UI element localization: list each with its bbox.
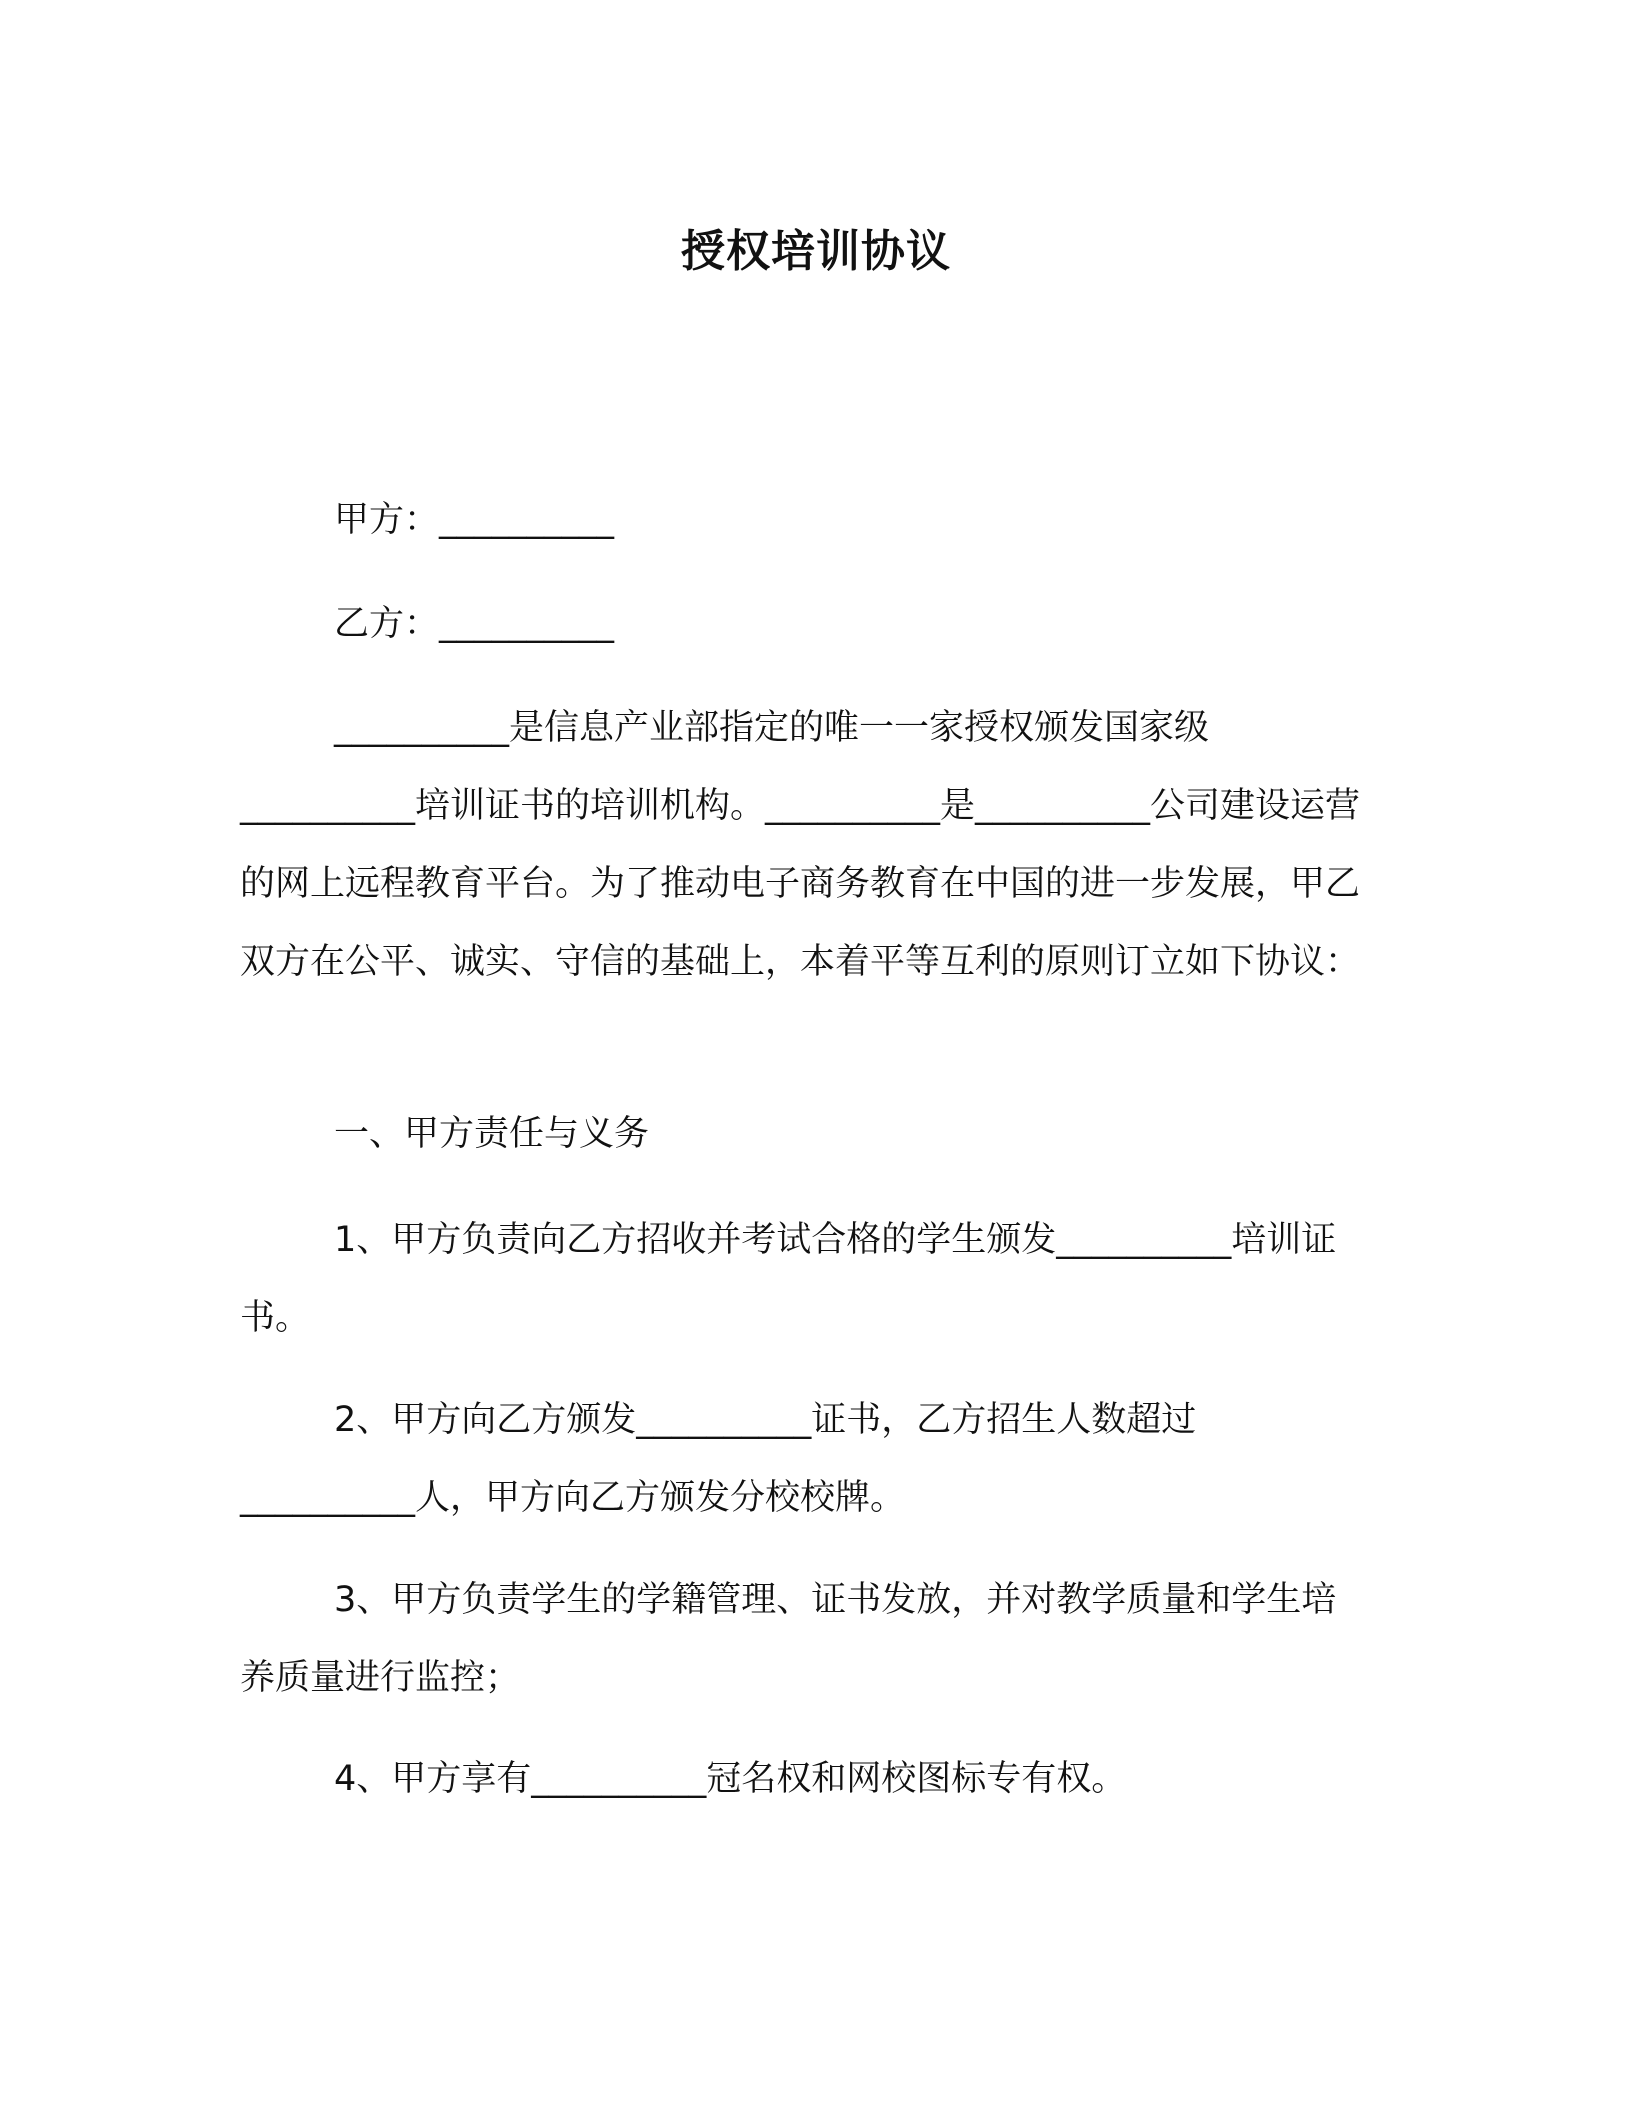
clause-3: 3、甲方负责学生的学籍管理、证书发放，并对教学质量和学生培养质量进行监控； bbox=[240, 1580, 1337, 1698]
document-title: 授权培训协议 bbox=[681, 226, 951, 277]
clause-1: 1、甲方负责向乙方招收并考试合格的学生颁发__________培训证书。 bbox=[240, 1220, 1337, 1338]
party-a-line: 甲方：__________ bbox=[334, 500, 615, 540]
party-b-line: 乙方：__________ bbox=[334, 604, 615, 644]
clause-2: 2、甲方向乙方颁发__________证书，乙方招生人数超过__________人，甲方向乙方颁发分校校牌。 bbox=[240, 1400, 1197, 1518]
clause-4: 4、甲方享有__________冠名权和网校图标专有权。 bbox=[334, 1759, 1127, 1799]
intro-paragraph: __________是信息产业部指定的唯一一家授权颁发国家级__________培训证书的培训机构。__________是__________公司建设运营的网上远程教育平台。为了推动电子商务教育在中国的进一步发展，甲乙双方在公平、诚实、守信的基础上，本着平等互利的原则订立如下协议： bbox=[240, 708, 1361, 982]
section-heading-party-a-duties: 一、甲方责任与义务 bbox=[334, 1114, 650, 1154]
